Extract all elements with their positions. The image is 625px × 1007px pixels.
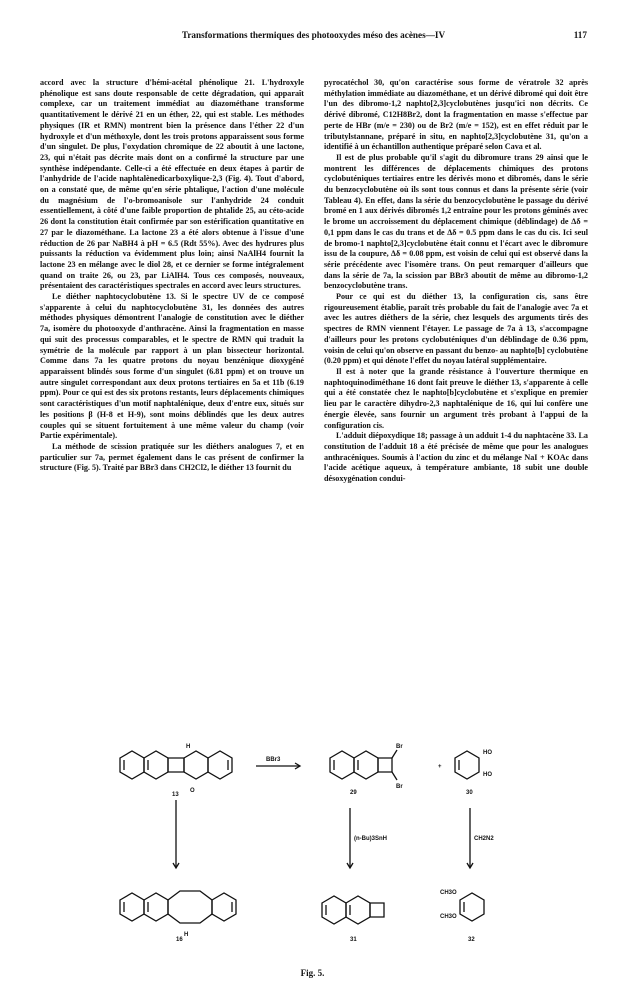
compound-16-structure bbox=[120, 891, 236, 923]
label-13: 13 bbox=[172, 792, 179, 798]
reaction-scheme-figure bbox=[100, 728, 545, 960]
compound-29-structure bbox=[330, 750, 397, 780]
label-31: 31 bbox=[350, 937, 357, 943]
right-paragraph-3: Pour ce qui est du diéther 13, la configuration cis, sans être rigoureusement établie, paraît très probable du fait de l'analogie avec 7a et avec les autres diéthers de la série, chez lesquels des arguments tirés des spectres de RMN viennent l'étayer. Le passage de 7a à 13, s'accompagne d'ailleurs pour les protons cyclobuténiques d'un déblindage de 0.36 ppm, voisin de celui qu'on observe en passant du benzo- au naphto[b] cyclobutène (0.20 ppm) et qui dénote l'effet du noyau latéral supplémentaire. bbox=[324, 292, 588, 366]
right-paragraph-1: pyrocatéchol 30, qu'on caractérise sous forme de vératrole 32 après méthylation immédiate au diazométhane, et un dérivé dibromé qui doit être l'un des dibromo-1,2 naphto[2,3]cyclobutènes jusqu'ici non décrits. Ce dérivé dibromé, C12H8Br2, dont la fragmentation en masse s'effectue par perte de HBr (m/e = 230) ou de Br2 (m/e = 152), est en effet réduit par le tributylstannane, préparé in situ, en naphto[2,3]cyclobutène 31, qu'on a identifié à un échantillon authentique préparé selon Cava et al. bbox=[324, 78, 588, 152]
label-29: 29 bbox=[350, 790, 357, 796]
label-16: 16 bbox=[176, 937, 183, 943]
atom-ho-2: HO bbox=[483, 772, 492, 778]
atom-h-13: H bbox=[186, 744, 191, 750]
left-paragraph-2: Le diéther naphtocyclobutène 13. Si le spectre UV de ce composé s'apparente à celui du naphtocyclobutène 31, les données des autres méthodes physiques démontrent l'analogie de constitution avec le diéther 7a, isomère du photooxyde d'anthracène. Ainsi la fragmentation en masse qui suit des processus comparables, et le spectre de RMN qui traduit la symétrie de la molécule par rapport à un plan bissecteur horizontal. Comme dans 7a les quatre protons du noyau benzénique dioxygéné apparaissent blindés sous forme d'un singulet (6.81 ppm) et on trouve un autre singulet correspondant aux deux protons tertiaires en 5a et 11b (6.19 ppm). Pour ce qui est des six protons restants, leurs déplacements chimiques sont caractéristiques d'un motif naphtalénique, deux d'entre eux, situés sur les positions β (H-8 et H-9), sont moins déblindés que les deux autres couples qui se situent fortuitement à une même valeur du champ (voir Partie expérimentale). bbox=[40, 292, 304, 441]
figure-caption: Fig. 5. bbox=[300, 968, 325, 978]
atom-o-13: O bbox=[190, 788, 195, 794]
running-header bbox=[40, 30, 587, 44]
right-paragraph-2: Il est de plus probable qu'il s'agit du dibromure trans 29 ainsi que le montrent les différences de déplacements chimiques des protons cyclobuténiques tertiaires entre les dérivés mono et dibromés, dans le série du benzocyclobutène où ils sont tous connus et dans la présente série (voir Tableau 4). En effet, dans la série du benzocyclobutène le passage du dérivé bromé en 1 aux dérivés dibromés 1,2 entraîne pour les protons géminés avec le brome un accroissement du déplacement chimique (déblindage) de Δδ = 0,1 ppm dans le cas du trans et de Δδ = 0.5 ppm dans le cas du cis. Ici seul de bromo-1 naphto[2,3]cyclobutène était connu et l'écart avec le dibromure issu de la coupure, Δδ = 0.08 ppm, est voisin de celui qui est observé dans la série précédente avec l'isomère trans. On peut remarquer d'ailleurs que dans la série de 7a, la scission par BBr3 aboutit de même au dibromo-1,2 benzocyclobutène trans. bbox=[324, 152, 588, 291]
page-number: 117 bbox=[573, 30, 587, 40]
left-paragraph-1: accord avec la structure d'hémi-acétal phénolique 21. L'hydroxyle phénolique est sans doute responsable de cette dégradation, qui apparaît complexe, car un traitement immédiat au diazométhane transforme quantitativement le dérivé 21 en un éther, 22, qui est stable. Les méthodes physiques (IR et RMN) montrent bien la présence dans l'éther 22 d'un hydroxyle et d'un méthoxyle, dont les trois protons apparaissent sous forme d'un singulet. De plus, l'oxydation chromique de 22 aboutit à une lactone, 23, qui n'était pas décrite mais dont on a confirmé la structure par une synthèse indépendante. Celle-ci a été effectuée en deux étapes à partir de l'anhydride de l'acide naphtalènedicarboxylique-2,3 (Fig. 4). Tout d'abord, on a constaté que, de même qu'en série phtalique, l'action d'une molécule du magnésium de l'o-bromoanisole sur l'anhydride 24 conduit essentiellement, à côté d'une faible proportion de phtalide 25, au céto-acide 26 dont la constitution était confirmée par son estérification quantitative en 27 par le diazométhane. La lactone 23 a été alors obtenue à l'issue d'une réduction de 26 par NaBH4 à pH = 6.5 (Rdt 55%). Avec des hydrures plus puissants la réduction va évidemment plus loin; ainsi NaAlH4 fournit la lactone 23 en mélange avec le diol 28, et ce dernier se forme intégralement quand on traite 26, ou 23, par LiAlH4. Tous ces composés, nouveaux, présentaient des caractéristiques spectrales en accord avec leurs structures. bbox=[40, 78, 304, 291]
left-paragraph-3: La méthode de scission pratiquée sur les diéthers analogues 7, et en particulier sur 7a, permet également dans le cas présent de confirmer la structure (Fig. 5). Traité par BBr3 dans CH2Cl2, le diéther 13 fournit du bbox=[40, 441, 304, 473]
reagent-bbr3: BBr3 bbox=[266, 757, 281, 763]
left-column bbox=[40, 78, 304, 474]
right-paragraph-5: L'adduit diépoxydique 18; passage à un adduit 1-4 du naphtacène 33. La constitution de l'adduit 18 a été précisée de même que pour les analogues anthracéniques. Soumis à l'action du zinc et du mélange NaI + KOAc dans l'acide acétique aqueux, à température ambiante, 18 subit une double désoxygénation condui- bbox=[324, 431, 588, 484]
reaction-scheme bbox=[100, 728, 545, 960]
reagent-tributyltin-hydride: (n-Bu)3SnH bbox=[354, 836, 387, 842]
atom-ho-1: HO bbox=[483, 750, 492, 756]
atom-br-bottom: Br bbox=[396, 784, 403, 790]
atom-br-top: Br bbox=[396, 744, 403, 750]
reagent-diazomethane: CH2N2 bbox=[474, 836, 494, 842]
plus-sign: + bbox=[438, 764, 442, 770]
right-paragraph-4: Il est à noter que la grande résistance à l'ouverture thermique en naphtoquinodiméthane 16 dont fait preuve le diéther 13, s'apparente à celle qui a été constatée chez le naphto[b]cyclobutène et s'explique en premier lieu par le caractère dihydro-2,3 naphtalénique de 16, qui lui confère une énergie élevée, sans fournir un argument très probant à l'appui de la configuration cis. bbox=[324, 366, 588, 430]
atom-ch3o-1: CH3O bbox=[440, 890, 457, 896]
atom-h-16: H bbox=[184, 932, 189, 938]
compound-13-structure bbox=[120, 751, 232, 779]
label-30: 30 bbox=[466, 790, 473, 796]
label-32: 32 bbox=[468, 937, 475, 943]
compound-32-structure bbox=[460, 893, 484, 921]
right-column bbox=[324, 78, 588, 485]
compound-31-structure bbox=[322, 896, 384, 924]
atom-ch3o-2: CH3O bbox=[440, 914, 457, 920]
running-title: Transformations thermiques des photooxydes méso des acènes—IV bbox=[181, 30, 446, 40]
compound-30-structure bbox=[455, 751, 479, 779]
